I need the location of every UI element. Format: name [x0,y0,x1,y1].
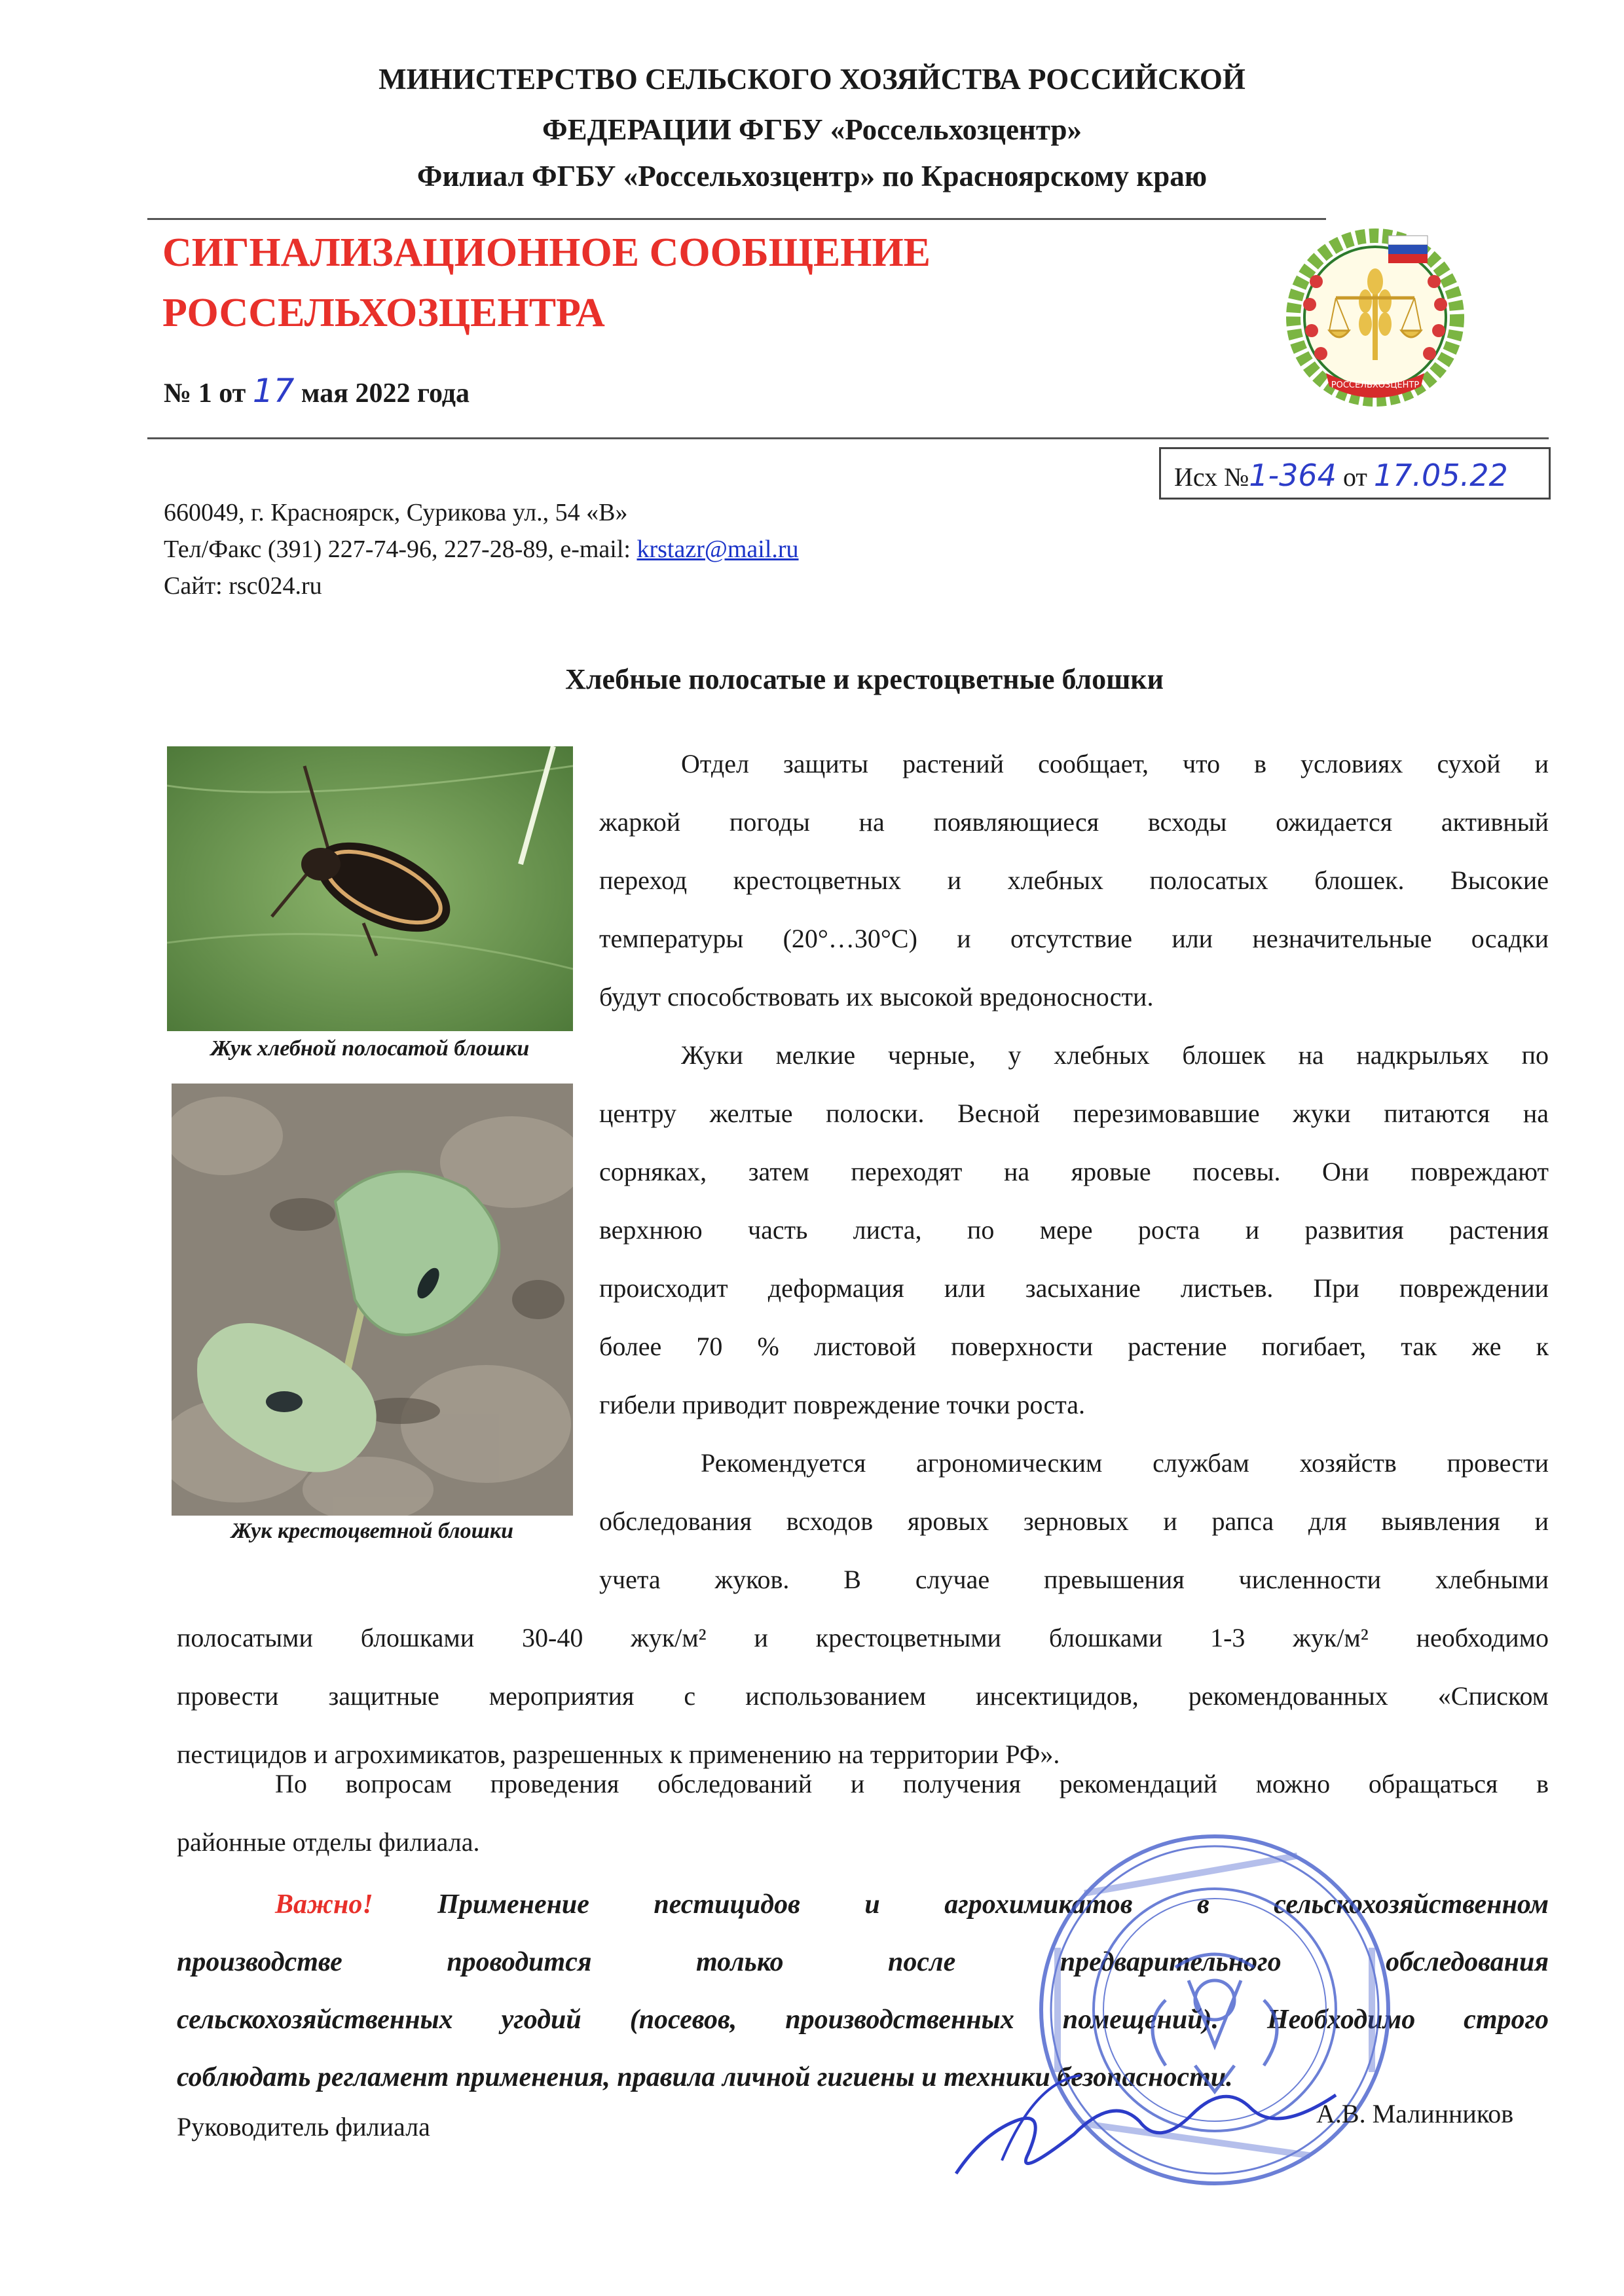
p3-line: учета жуков. В случае превышения численности хлебными [599,1565,1549,1594]
p1-line: жаркой погоды на появляющиеся всходы ожидается активный [599,807,1549,837]
article-heading: Хлебные полосатые и крестоцветные блошки [565,663,1164,695]
caption-striped-flea-beetle: Жук хлебной полосатой блошки [210,1036,530,1061]
phone-fax: Тел/Факс (391) 227-74-96, 227-28-89, e-mail: [164,536,637,563]
p4-line: районные отделы филиала. [177,1827,480,1857]
paragraph-2 [599,1026,1549,1434]
p1-line: температуры (20°…30°С) и отсутствие или незначительные осадки [599,924,1549,953]
document-number [164,372,470,410]
important-line: соблюдать регламент применения, правила личной гигиены и техники безопасности. [177,2062,1233,2092]
phone-line [164,531,799,568]
p2-line: гибели приводит повреждение точки роста. [599,1390,1085,1419]
title-line-2: РОССЕЛЬХОЗЦЕНТРА [162,291,605,335]
striped-flea-beetle-photo [167,746,573,1031]
header-rule-bottom [147,437,1549,439]
outgoing-label: Исх № [1174,462,1249,492]
number-prefix: № 1 от [164,378,246,409]
branch-line: Филиал ФГБУ «Россельхозцентр» по Красноярскому краю [416,160,1208,192]
title-line-1: СИГНАЛИЗАЦИОННОЕ СООБЩЕНИЕ [162,230,931,275]
p3-line: провести защитные мероприятия с использованием инсектицидов, рекомендованных «Списком [177,1681,1549,1711]
p2-line: Жуки мелкие черные, у хлебных блошек на надкрыльях по [681,1040,1549,1070]
important-text: Применение пестицидов и агрохимикатов в сельскохозяйственном [373,1889,1549,1920]
p2-line: центру желтые полоски. Весной перезимовавшие жуки питаются на [599,1099,1549,1128]
p4-line: По вопросам проведения обследований и получения рекомендаций можно обращаться в [275,1769,1549,1798]
contact-block [164,494,799,604]
p2-line: верхнюю часть листа, по мере роста и развития растения [599,1215,1549,1245]
important-line: производстве проводится только после предварительного обследования [177,1947,1549,1977]
p3-line: Рекомендуется агрономическим службам хозяйств провести [701,1448,1549,1478]
ministry-line-1: МИНИСТЕРСТВО СЕЛЬСКОГО ХОЗЯЙСТВА РОССИЙСКОЙ [378,63,1246,96]
outgoing-from-label: от [1342,462,1367,492]
important-line: сельскохозяйственных угодий (посевов, производственных помещений). Необходимо строго [177,2005,1549,2035]
p2-line: более 70 % листовой поверхности растение погибает, так же к [599,1332,1549,1361]
rosselkhoztsentr-logo [1280,219,1470,409]
website: Сайт: rsc024.ru [164,572,322,600]
p3-line: пестицидов и агрохимикатов, разрешенных к применению на территории РФ». [177,1740,1060,1769]
signature-scribble [943,2056,1349,2187]
p1-line: будут способствовать их высокой вредоносности. [599,982,1154,1011]
signatory-name: А.В. Малинников [1316,2099,1514,2128]
p1-line: Отдел защиты растений сообщает, что в условиях сухой и [681,749,1549,778]
signature-position: Руководитель филиала [177,2112,430,2141]
handwritten-outgoing-number: 1-364 [1249,458,1337,493]
paragraph-3-narrow [599,1434,1549,1609]
caption-crucifer-flea-beetle: Жук крестоцветной блошки [231,1519,514,1543]
logo-ribbon-text: РОССЕЛЬХОЗЦЕНТР [1331,380,1420,390]
important-label: Важно! [275,1889,373,1920]
p3-line: полосатыми блошками 30-40 жук/м² и крестоцветными блошками 1-3 жук/м² необходимо [177,1623,1549,1652]
header-rule-top [147,218,1326,220]
p1-line: переход крестоцветных и хлебных полосатых блошек. Высокие [599,866,1549,895]
p2-line: сорняках, затем переходят на яровые посевы. Они повреждают [599,1157,1549,1186]
number-suffix: мая 2022 года [301,378,470,409]
address: 660049, г. Красноярск, Сурикова ул., 54 «В» [164,499,628,526]
handwritten-outgoing-date: 17.05.22 [1373,458,1508,493]
outgoing-reference-box [1159,447,1551,500]
handwritten-day: 17 [252,372,295,410]
paragraph-1 [599,735,1549,1026]
p2-line: происходит деформация или засыхание листьев. При повреждении [599,1273,1549,1303]
document-title [162,223,931,343]
crucifer-flea-beetle-photo [172,1084,573,1516]
email-link[interactable]: krstazr@mail.ru [637,536,799,563]
ministry-line-2: ФЕДЕРАЦИИ ФГБУ «Россельхозцентр» [542,113,1082,146]
p3-line: обследования всходов яровых зерновых и рапса для выявления и [599,1506,1549,1536]
